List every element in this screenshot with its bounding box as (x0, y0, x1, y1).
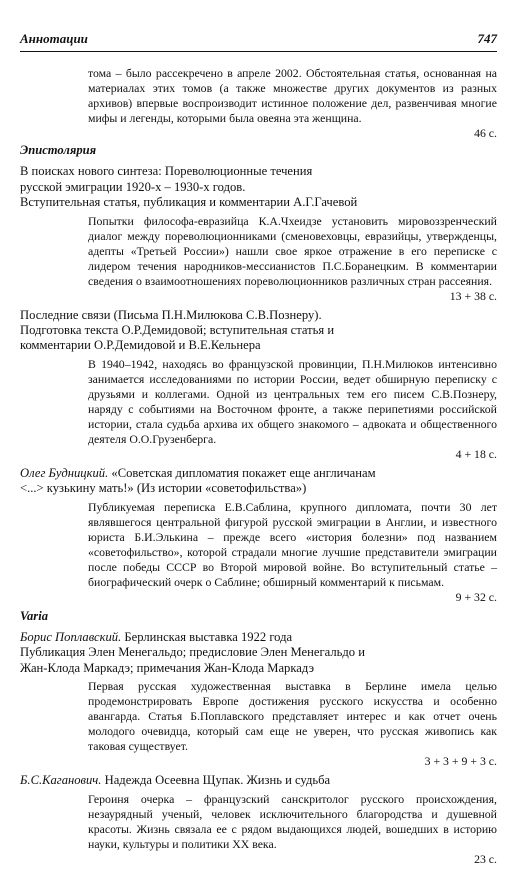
section-heading: Varia (20, 608, 48, 623)
entry-page-count: 23 с. (474, 851, 497, 866)
entry-title-line (20, 338, 497, 353)
entry-title (20, 308, 497, 354)
entry-title-text: Подготовка текста О.Р.Демидовой; вступительная статья и (20, 323, 335, 338)
entry-annotation-text: В 1940–1942, находясь во французской провинции, П.Н.Милюков интенсивно занимается исследованиями по истории России, ведет обширную переписку с друзьями и коллегами. Одной из центральных тем его писем С.В.Познеру, наряду с событиями на Восточном фронте, а также перипетиями российской истории, стала судьба архива их общего знакомого – адвоката и общественного деятеля О.О.Грузенберга. (88, 356, 497, 446)
entry-title-line (20, 645, 497, 660)
entry-annotation (88, 792, 497, 867)
entry-title-text: Берлинская выставка 1922 года (124, 630, 293, 645)
entry-page-count: 4 + 18 с. (455, 446, 497, 461)
entry-author: Олег Будницкий. (20, 465, 109, 480)
entry-title (20, 466, 497, 497)
header-rule (20, 51, 497, 52)
entry-annotation-text: Героиня очерка – французский санскритолог русского происхождения, незаурядный ученый, человек исключительного благородства и душевной красоты. Жизнь связала ее с рядом выдающихся людей, вошедших в историю науки, культуры и политики XX века. (88, 791, 497, 851)
entry-title-line (20, 630, 497, 645)
entry-author: Борис Поплавский. (20, 630, 122, 645)
entry-title (20, 630, 497, 676)
entry-title-text: Жан-Клода Маркадэ; примечания Жан-Клода Маркадэ (20, 660, 314, 675)
entry-title-text: комментарии О.Р.Демидовой и В.Е.Кельнера (20, 338, 261, 353)
entry-title-line (20, 195, 497, 210)
entry-title-line (20, 466, 497, 481)
entry-title-line (20, 481, 497, 496)
entry-title-line (20, 661, 497, 676)
entry-title-line (20, 180, 497, 195)
entry-annotation-text: Публикуемая переписка Е.В.Саблина, крупного дипломата, почти 30 лет являвшегося центральной фигурой русской эмиграции в Англии, и известного юриста Б.И.Элькина – прежде всего «история болезни» под названием «советофильство», которой страдали многие лучшие представители эмиграции после победы СССР во Второй мировой войне. Во вступительный статье – биографический очерк о Саблине; обширный комментарий к письмам. (88, 499, 497, 589)
entry-title-text: Вступительная статья, публикация и комментарии А.Г.Гачевой (20, 195, 358, 210)
entry (20, 308, 497, 462)
entry-annotation-text: Первая русская художественная выставка в Берлине имела целью продемонстрировать Европе достижения русского искусства и особенно авангарда. Статья Б.Поплавского представляет интерес и как отчет очень молодого очевидца, который сам еще не уверен, что русская живопись как таковая существует. (88, 679, 497, 754)
entry-title-line (20, 308, 497, 323)
entry-title (20, 773, 497, 788)
entry-annotation (88, 500, 497, 605)
header-page-number: 747 (477, 31, 497, 46)
entry-title-line (20, 323, 497, 338)
main-content (20, 66, 497, 871)
header-section-title: Аннотации (20, 31, 88, 46)
entry-annotation (88, 357, 497, 462)
entry (20, 773, 497, 866)
entry-annotation-text: Попытки философа-евразийца К.А.Чхеидзе установить мировоззренческий диалог между пореволюционниками (сменовеховцы, евразийцы, утвержденцы, адепты «Третьей России») нашли свое яркое отражение в его переписке с лидером течения народников-мессианистов П.С.Боранецким. В комментарии сведения о взаимоотношениях пореволюционников различных стран рассеяния. (88, 213, 497, 288)
entry-page-count: 9 + 32 с. (455, 589, 497, 604)
entry (20, 630, 497, 769)
intro-page-count: 46 с. (474, 126, 497, 140)
section-heading: Эпистолярия (20, 143, 97, 157)
entry (20, 466, 497, 605)
intro-annotation-text: тома – было рассекречено в апреле 2002. Обстоятельная статья, основанная на материалах этих томов (а также множестве других документов из разных архивов) впервые воспроизводит истинное положение дел, развенчивая многие мифы и легенды, которыми была овеяна эта женщина. (88, 66, 497, 125)
entry-annotation (88, 214, 497, 304)
entry-title-text: русской эмиграции 1920-х – 1930-х годов. (20, 179, 246, 194)
entry-title-text: <...> кузькину мать!» (Из истории «советофильства») (20, 481, 307, 496)
entry-title-text: Последние связи (Письма П.Н.Милюкова С.В.Познеру). (20, 307, 322, 322)
entry-page-count: 13 + 38 с. (449, 288, 497, 303)
entry-annotation (88, 679, 497, 769)
entry-title-text: «Советская дипломатия покажет еще англичанам (111, 465, 376, 480)
intro-annotation (88, 66, 497, 141)
entry-title-text: В поисках нового синтеза: Пореволюционные течения (20, 164, 313, 179)
running-header (20, 31, 497, 47)
entry-title-text: Публикация Элен Менегальдо; предисловие Элен Менегальдо и (20, 645, 365, 660)
entry-author: Б.С.Каганович. (20, 773, 102, 788)
entry-title-text: Надежда Осеевна Щупак. Жизнь и судьба (104, 773, 331, 788)
entry (20, 164, 497, 303)
entry-title-line (20, 773, 497, 788)
entry-page-count: 3 + 3 + 9 + 3 с. (424, 754, 497, 769)
entry-title-line (20, 164, 497, 179)
entry-title (20, 164, 497, 210)
